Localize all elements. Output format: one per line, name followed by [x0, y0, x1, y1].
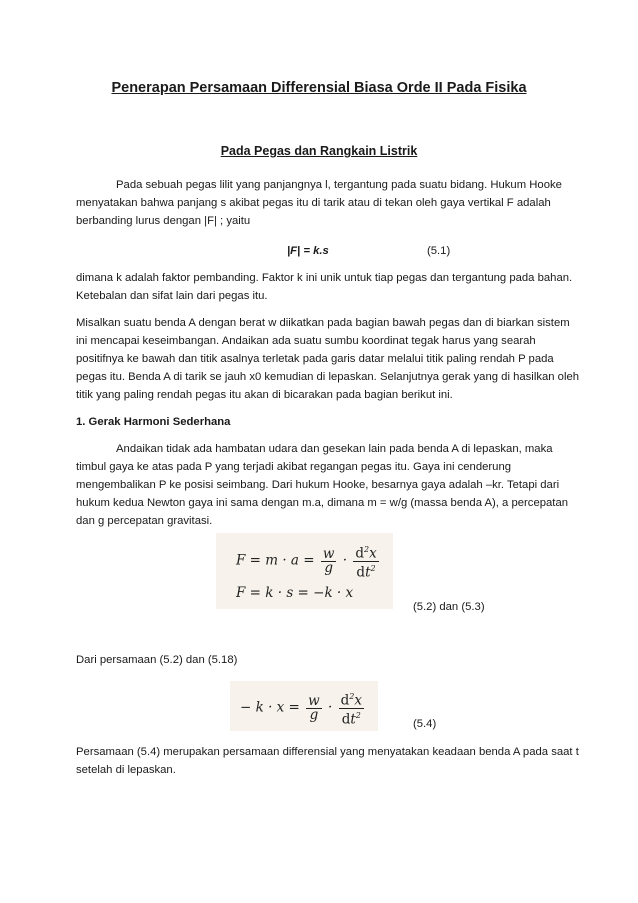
section-subtitle: Pada Pegas dan Rangkain Listrik [220, 144, 418, 158]
paragraph-line: pegas itu. Benda A di tarik se jauh x0 kemudian di lepaskan. Selanjutnya gerak yang di hasilkan oleh [76, 371, 580, 383]
paragraph-line: Ketebalan dan sifat lain dari pegas itu. [76, 290, 268, 302]
equation-number: (5.1) [427, 245, 451, 257]
paragraph-line: positifnya ke bawah dan titik asalnya terletak pada garis datar melalui titik paling rendah P pada [76, 353, 554, 365]
paragraph-line: Pada sebuah pegas lilit yang panjangnya l, tergantung pada suatu bidang. Hukum Hooke [116, 179, 562, 191]
paragraph-line: ini mencapai keseimbangan. Andaikan ada suatu sumbu koordinat tegak harus yang searah [76, 335, 536, 347]
paragraph-line: Misalkan suatu benda A dengan berat w diikatkan pada bagian bawah pegas dan di biarkan sistem [76, 317, 570, 329]
paragraph-line: berbanding lurus dengan |F| ; yaitu [76, 215, 251, 227]
document-title: Penerapan Persamaan Differensial Biasa Orde II Pada Fisika [111, 80, 527, 96]
paragraph-line: hukum kedua Newton gaya ini sama dengan m.a, dimana m = w/g (massa benda A), a percepatan [76, 497, 569, 509]
paragraph-line: Persamaan (5.4) merupakan persamaan differensial yang menyatakan keadaan benda A pada saat t [76, 746, 579, 758]
equation-number: (5.4) [413, 718, 437, 730]
section-heading: 1. Gerak Harmoni Sederhana [76, 416, 231, 428]
paragraph-line: dimana k adalah faktor pembanding. Faktor k ini unik untuk tiap pegas dan tergantung pada bahan. [76, 272, 573, 284]
paragraph-line: Andaikan tidak ada hambatan udara dan gesekan lain pada benda A di lepaskan, maka [116, 443, 553, 455]
paragraph-line: timbul gaya ke atas pada P yang terjadi akibat regangan pegas itu. Gaya ini cenderung [76, 461, 512, 473]
equation-hooke: |F| = k.s [287, 245, 329, 257]
paragraph-line: Dari persamaan (5.2) dan (5.18) [76, 654, 238, 666]
equation-image-newton-hooke: F = m · a = $\frac{w}{g}$ · $\frac{d^2x}{dt^2}$ F = k · s = −k · x [216, 533, 393, 609]
equation-image-motion: − k · x = $\frac{w}{g}$ · $\frac{d^2x}{dt^2}$ [230, 681, 378, 731]
paragraph-line: setelah di lepaskan. [76, 764, 176, 776]
paragraph-line: mengembalikan P ke posisi seimbang. Dari hukum Hooke, besarnya gaya adalah –kr. Tetapi dari [76, 479, 560, 491]
paragraph-line: titik yang paling rendah pegas itu akan di bicarakan pada bagian berikut ini. [76, 389, 453, 401]
paragraph-line: menyatakan bahwa panjang s akibat pegas itu di tarik atau di tekan oleh gaya vertikal F adalah [76, 197, 551, 209]
paragraph-line: dan g percepatan gravitasi. [76, 515, 213, 527]
equation-number: (5.2) dan (5.3) [413, 601, 485, 613]
